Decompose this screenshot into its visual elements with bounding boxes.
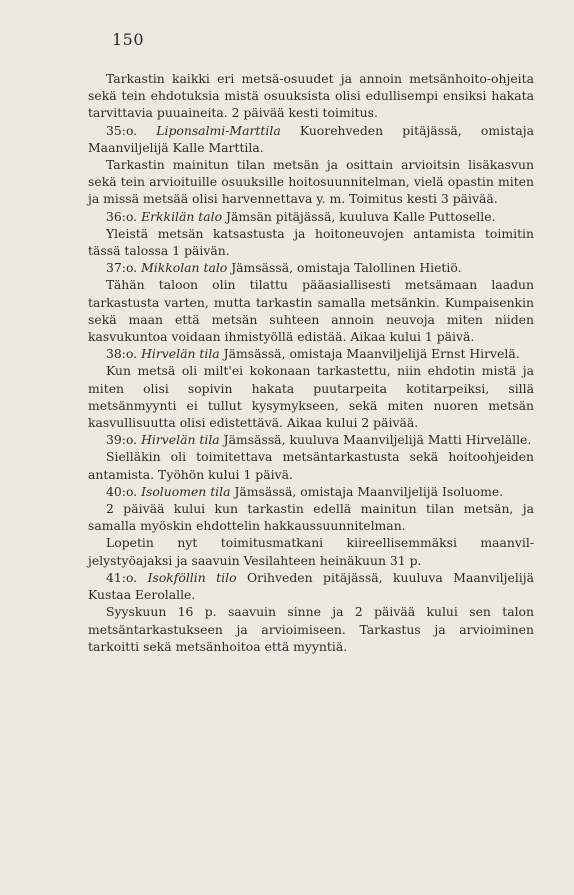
page-number: 150 xyxy=(112,30,145,49)
estate-name: Erkkilän talo xyxy=(141,208,223,224)
body-text xyxy=(88,70,534,655)
estate-name: Hirvelän tila xyxy=(141,346,220,362)
entry-number: 40:o. xyxy=(106,483,138,499)
entry-heading xyxy=(88,122,534,156)
paragraph: Kun metsä oli milt'ei kokonaan tarkastettu, niin ehdotin mistä ja miten olisi sopivin hakata puutarpeita kotitarpeiksi, sillä metsänmyynti ei tullut kysymykseen, sekä miten nuoren metsän kasvullisuutta olisi edistettävä. Aikaa kului 2 päivää. xyxy=(88,363,534,431)
paragraph: Tarkastin mainitun tilan metsän ja osittain arvioitsin lisäkasvun sekä tein arvioituille osuuksille hoitosuunnitelman, vielä opastin miten ja missä metsää olisi harvennettava y. m. Toimitus kesti 3 päivää. xyxy=(88,157,534,207)
entry-rest: Orihveden pitäjässä, kuuluva Maanviljelijä Kustaa Eerolalle. xyxy=(88,569,534,603)
paragraph: 2 päivää kului kun tarkastin edellä mainitun tilan metsän, ja samalla myöskin ehdottelin hakkaussuunnitelman. xyxy=(88,501,534,534)
entry-rest: Jämsän pitäjässä, kuuluva Kalle Puttoselle. xyxy=(222,208,496,224)
entry-number: 37:o. xyxy=(106,260,138,276)
entry-rest: Kuorehveden pitäjässä, omistaja Maanviljelijä Kalle Marttila. xyxy=(88,122,534,155)
entry-rest: Jämsässä, kuuluva Maanviljelijä Matti Hirvelälle. xyxy=(219,432,532,448)
entry-heading xyxy=(88,483,534,500)
entry-number: 36:o. xyxy=(106,208,138,224)
paragraph: Tarkastin kaikki eri metsä-osuudet ja annoin metsänhoito-ohjeita sekä tein ehdotuksia mistä osuuksista olisi edullisempi ensiksi hakata tarvittavia puuaineita. 2 päivää kesti toimitus. xyxy=(88,71,534,121)
paragraph: Sielläkin oli toimitettava metsäntarkastusta sekä hoitoohjeiden antamista. Työhön kului 1 päivä. xyxy=(88,449,534,482)
paragraph: Yleistä metsän katsastusta ja hoitoneuvojen antamista toimitin tässä talossa 1 päivän. xyxy=(88,225,534,259)
entry-heading xyxy=(88,259,534,276)
estate-name: Hirvelän tila xyxy=(141,432,220,448)
estate-name: Mikkolan talo xyxy=(141,260,228,276)
estate-name: Isokföllin tilo xyxy=(147,569,237,585)
entry-number: 41:o. xyxy=(106,569,138,585)
entry-rest: Jämsässä, omistaja Talollinen Hietiö. xyxy=(227,260,462,276)
entry-heading xyxy=(88,569,534,603)
paragraph: Tähän taloon olin tilattu pääasiallisesti metsämaan laadun tarkastusta varten, mutta tarkastin samalla metsänkin. Kumpaisenkin sekä maan että metsän suhteen annoin neuvoja miten niiden kasvukuntoa voidaan ihmistyöllä edistää. Aikaa kului 1 päivä. xyxy=(88,277,534,345)
paragraph: Syyskuun 16 p. saavuin sinne ja 2 päivää kului sen talon metsäntarkastukseen ja arvioimiseen. Tarkastus ja arvioiminen tarkoitti sekä metsänhoitoa että myyntiä. xyxy=(88,604,534,654)
estate-name: Liponsalmi-Marttila xyxy=(156,122,281,138)
entry-rest: Jämsässä, omistaja Maanviljelijä Isoluome. xyxy=(230,483,504,499)
paragraph: Lopetin nyt toimitusmatkani kiireellisemmäksi maanviljelystyöajaksi ja saavuin Vesilahteen heinäkuun 31 p. xyxy=(88,535,534,568)
estate-name: Isoluomen tila xyxy=(141,483,231,499)
entry-rest: Jämsässä, omistaja Maanviljelijä Ernst Hirvelä. xyxy=(219,346,520,362)
entry-heading xyxy=(88,431,534,448)
entry-number: 38:o. xyxy=(106,346,138,362)
entry-number: 39:o. xyxy=(106,432,138,448)
entry-heading xyxy=(88,208,534,225)
entry-number: 35:o. xyxy=(106,122,138,138)
entry-heading xyxy=(88,345,534,362)
